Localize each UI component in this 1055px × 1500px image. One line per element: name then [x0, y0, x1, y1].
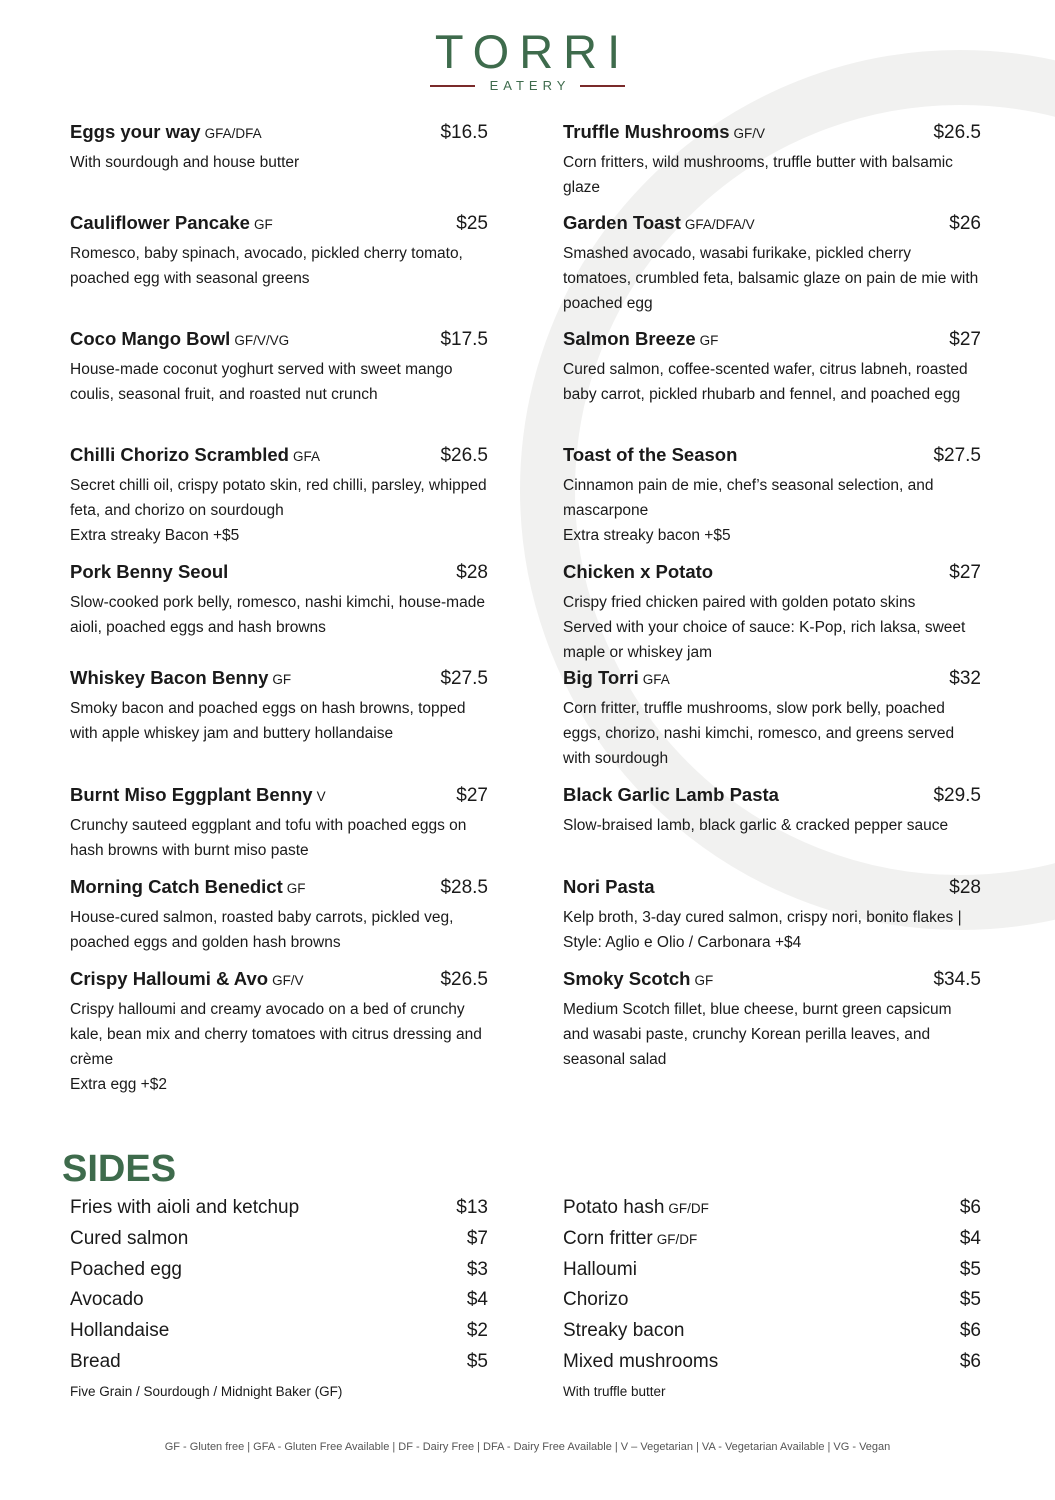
menu-item-name: Toast of the Season [563, 444, 738, 465]
menu-item-price: $26.5 [440, 969, 488, 990]
menu-item-name: Whiskey Bacon Benny [70, 667, 269, 688]
menu-item [563, 876, 981, 955]
menu-item-price: $27 [456, 785, 488, 806]
menu-item-price: $16.5 [440, 122, 488, 143]
menu-item-title [563, 667, 670, 689]
side-item-price: $6 [959, 1197, 981, 1218]
menu-item-header [70, 121, 488, 149]
menu-item-price: $28 [456, 562, 488, 583]
menu-item-title [563, 328, 718, 350]
dietary-tag: GF/DF [668, 1201, 709, 1216]
side-item-title [563, 1259, 637, 1281]
side-item-title [70, 1228, 188, 1250]
dietary-tag: GFA/DFA [204, 126, 262, 141]
side-item-title [70, 1289, 144, 1311]
dietary-tag: GFA [292, 449, 320, 464]
menu-item-title [563, 444, 737, 466]
menu-item-extra: Extra streaky Bacon +$5 [70, 527, 240, 544]
side-item-name: Poached egg [70, 1258, 182, 1280]
menu-item [563, 968, 981, 1072]
menu-item-description: With sourdough and house butter [70, 154, 300, 171]
menu-item-price: $27.5 [440, 668, 488, 689]
menu-item-price: $26.5 [440, 445, 488, 466]
menu-item-name: Coco Mango Bowl [70, 328, 231, 349]
menu-item-description: Slow-braised lamb, black garlic & cracked pepper sauce [563, 817, 949, 834]
menu-item-name: Salmon Breeze [563, 328, 696, 349]
menu-item [563, 561, 981, 665]
dietary-tag: GF/V [733, 126, 766, 141]
menu-item-name: Smoky Scotch [563, 968, 691, 989]
brand-subtitle-row [0, 78, 1055, 93]
menu-item-name: Morning Catch Benedict [70, 876, 283, 897]
menu-item-description: Corn fritters, wild mushrooms, truffle butter with balsamic glaze [563, 154, 953, 196]
menu-item-name: Nori Pasta [563, 876, 655, 897]
menu-item-header [563, 784, 981, 812]
menu-item-title [70, 667, 291, 689]
side-item-price: $5 [959, 1289, 981, 1311]
menu-item [70, 876, 488, 955]
menu-item-price: $32 [949, 668, 981, 689]
menu-item-price: $27.5 [933, 445, 981, 466]
menu-item [563, 212, 981, 316]
side-item [70, 1289, 488, 1320]
menu-item-description: Kelp broth, 3-day cured salmon, crispy nori, bonito flakes | Style: Aglio e Olio / Carbonara +$4 [563, 909, 962, 951]
side-item-name: Mixed mushrooms [563, 1350, 719, 1372]
menu-item-name: Eggs your way [70, 121, 201, 142]
menu-item-price: $27 [949, 562, 981, 583]
dietary-tag: GF [699, 333, 719, 348]
side-item [563, 1320, 981, 1351]
dietary-tag: GF/V [272, 973, 304, 988]
side-item-title [70, 1197, 299, 1219]
menu-item-description: Corn fritter, truffle mushrooms, slow pork belly, poached eggs, chorizo, nashi kimchi, romesco, and greens served with sourdough [563, 700, 955, 767]
menu-item-header [70, 968, 488, 996]
side-item-name: Chorizo [563, 1289, 629, 1311]
menu-item-title [70, 444, 320, 466]
dietary-tag: GF [272, 672, 292, 687]
menu-item-description: Cinnamon pain de mie, chef’s seasonal selection, and mascarpone [563, 477, 934, 519]
menu-item-price: $25 [456, 213, 488, 234]
menu-item-header [70, 784, 488, 812]
dietary-tag: GFA [642, 672, 670, 687]
menu-item-title [563, 968, 713, 990]
menu-item [563, 667, 981, 771]
side-item-price: $6 [959, 1320, 981, 1342]
side-item-name: Hollandaise [70, 1320, 170, 1342]
menu-item [70, 328, 488, 407]
menu-item-name: Big Torri [563, 667, 639, 688]
side-item-price: $5 [959, 1258, 981, 1280]
menu-item-header [70, 667, 488, 695]
menu-item-header [563, 121, 981, 149]
menu-item-title [563, 784, 779, 806]
menu-item-extra: Extra streaky bacon +$5 [563, 527, 731, 544]
menu-item [563, 784, 981, 838]
menu-item-price: $28 [949, 877, 981, 898]
side-note: With truffle butter [563, 1383, 666, 1399]
menu-item-description: Crispy fried chicken paired with golden potato skins [563, 594, 916, 611]
side-item-title [70, 1259, 182, 1281]
menu-item-title [70, 561, 228, 583]
side-item [563, 1228, 981, 1259]
brand-subtitle: EATERY [489, 78, 571, 93]
menu-item-name: Chicken x Potato [563, 561, 714, 582]
dietary-tag: GF/DF [656, 1231, 698, 1247]
menu-item-header [563, 561, 981, 589]
dietary-tag: GF [286, 881, 306, 896]
menu-item [70, 784, 488, 863]
menu-item-name: Chilli Chorizo Scrambled [70, 444, 289, 465]
menu-item [70, 561, 488, 640]
side-item [70, 1259, 488, 1290]
menu-item-header [563, 444, 981, 472]
menu-item-description: Slow-cooked pork belly, romesco, nashi kimchi, house-made aioli, poached eggs and hash browns [70, 594, 485, 636]
menu-item [70, 121, 488, 175]
side-item-price: $6 [959, 1350, 981, 1372]
menu-item-name: Truffle Mushrooms [563, 121, 730, 142]
menu-item-name: Burnt Miso Eggplant Benny [70, 784, 313, 805]
menu-item-title [563, 121, 765, 143]
side-item-name: Cured salmon [70, 1227, 189, 1249]
side-item-name: Bread [70, 1350, 121, 1372]
menu-item-price: $29.5 [933, 785, 981, 806]
menu-item-title [70, 784, 326, 806]
menu-item-price: $28.5 [440, 877, 488, 898]
side-item-name: Corn fritter [563, 1227, 653, 1249]
menu-item-description: Smoky bacon and poached eggs on hash browns, topped with apple whiskey jam and buttery hollandaise [70, 700, 466, 742]
menu-item-header [70, 444, 488, 472]
menu-item-description: Smashed avocado, wasabi furikake, pickled cherry tomatoes, crumbled feta, balsamic glaze on pain de mie with poached egg [563, 245, 979, 312]
side-item-price: $3 [466, 1258, 488, 1280]
logo [0, 26, 1055, 93]
side-item [70, 1351, 488, 1382]
menu-item-extra: Served with your choice of sauce: K-Pop, rich laksa, sweet maple or whiskey jam [563, 619, 966, 661]
side-item-name: Streaky bacon [563, 1320, 685, 1342]
menu-item-title [70, 968, 304, 990]
side-item-title [70, 1351, 121, 1373]
side-item-price: $4 [959, 1227, 981, 1249]
side-item [563, 1259, 981, 1290]
menu-item-name: Black Garlic Lamb Pasta [563, 784, 779, 805]
menu-item-description: Crunchy sauteed eggplant and tofu with poached eggs on hash browns with burnt miso paste [70, 817, 467, 859]
menu-item-title [70, 212, 273, 234]
sides-column-right [563, 1197, 981, 1399]
dietary-tag: GFA/DFA/V [684, 217, 755, 232]
brand-name: TORRI [434, 25, 631, 78]
side-item-name: Avocado [70, 1289, 144, 1311]
side-item-title [70, 1320, 169, 1342]
menu-item-header [70, 328, 488, 356]
side-item [563, 1289, 981, 1320]
divider-line [430, 85, 475, 87]
menu-item-description: Romesco, baby spinach, avocado, pickled cherry tomato, poached egg with seasonal greens [70, 245, 463, 287]
menu-item-price: $17.5 [440, 329, 488, 350]
menu-item-header [70, 561, 488, 589]
menu-item-name: Cauliflower Pancake [70, 212, 250, 233]
side-item-title [563, 1351, 718, 1373]
menu-item-price: $26.5 [933, 122, 981, 143]
menu-item [70, 667, 488, 746]
menu-item-description: House-cured salmon, roasted baby carrots, pickled veg, poached eggs and golden hash browns [70, 909, 454, 951]
dietary-tag: GF [253, 217, 273, 232]
side-item [563, 1197, 981, 1228]
menu-item-title [70, 121, 262, 143]
menu-item-description: House-made coconut yoghurt served with sweet mango coulis, seasonal fruit, and roasted nut crunch [70, 361, 453, 403]
menu-item-title [70, 328, 289, 350]
side-item [70, 1320, 488, 1351]
menu-item-price: $26 [949, 213, 981, 234]
menu-item [70, 444, 488, 548]
menu-item-title [563, 876, 655, 898]
dietary-tag: GF/V/VG [234, 333, 290, 348]
menu-item [70, 212, 488, 291]
side-item-name: Halloumi [563, 1258, 637, 1280]
side-item-title [563, 1320, 684, 1342]
menu-item [563, 328, 981, 407]
menu-item-description: Cured salmon, coffee-scented wafer, citrus labneh, roasted baby carrot, pickled rhubarb and fennel, and poached egg [563, 361, 968, 403]
side-item-price: $4 [466, 1289, 488, 1311]
menu-item-header [563, 212, 981, 240]
sides-heading: SIDES [62, 1148, 177, 1190]
side-item-price: $5 [466, 1350, 488, 1372]
side-item-price: $7 [466, 1227, 488, 1249]
menu-item-header [563, 667, 981, 695]
divider-line [580, 85, 625, 87]
dietary-tag: GF [694, 973, 714, 988]
menu-item-header [563, 328, 981, 356]
menu-item-name: Pork Benny Seoul [70, 561, 229, 582]
menu-item-title [563, 212, 755, 234]
menu-item-description: Crispy halloumi and creamy avocado on a bed of crunchy kale, bean mix and cherry tomatoes with citrus dressing and crème [70, 1001, 482, 1068]
menu-item [563, 121, 981, 200]
side-item-price: $2 [466, 1320, 488, 1342]
dietary-legend: GF - Gluten free | GFA - Gluten Free Available | DF - Dairy Free | DFA - Dairy Free Available | V – Vegetarian | VA - Vegetarian Available | VG - Vegan [164, 1441, 891, 1453]
menu-item-header [70, 212, 488, 240]
menu-item-price: $27 [949, 329, 981, 350]
menu-item-price: $34.5 [933, 969, 981, 990]
dietary-tag: V [316, 789, 326, 804]
menu-item-header [563, 968, 981, 996]
menu-item-name: Crispy Halloumi & Avo [70, 968, 269, 989]
side-item-name: Fries with aioli and ketchup [70, 1197, 300, 1218]
menu-item-description: Secret chilli oil, crispy potato skin, red chilli, parsley, whipped feta, and chorizo on sourdough [70, 477, 487, 519]
menu-item [563, 444, 981, 548]
side-item-title [563, 1289, 628, 1311]
menu-item [70, 968, 488, 1097]
menu-item-description: Medium Scotch fillet, blue cheese, burnt green capsicum and wasabi paste, crunchy Korean perilla leaves, and seasonal salad [563, 1001, 952, 1068]
side-item-title [563, 1228, 697, 1250]
sides-column-left [70, 1197, 488, 1399]
menu-item-title [563, 561, 713, 583]
menu-item-title [70, 876, 306, 898]
side-item [70, 1197, 488, 1228]
side-note: Five Grain / Sourdough / Midnight Baker (GF) [70, 1383, 343, 1399]
side-item-name: Potato hash [563, 1197, 665, 1218]
menu-item-header [70, 876, 488, 904]
side-item-price: $13 [456, 1197, 488, 1218]
side-item [563, 1351, 981, 1382]
side-item-title [563, 1197, 709, 1219]
side-item [70, 1228, 488, 1259]
menu-item-header [563, 876, 981, 904]
menu-item-name: Garden Toast [563, 212, 681, 233]
menu-item-extra: Extra egg +$2 [70, 1076, 167, 1093]
